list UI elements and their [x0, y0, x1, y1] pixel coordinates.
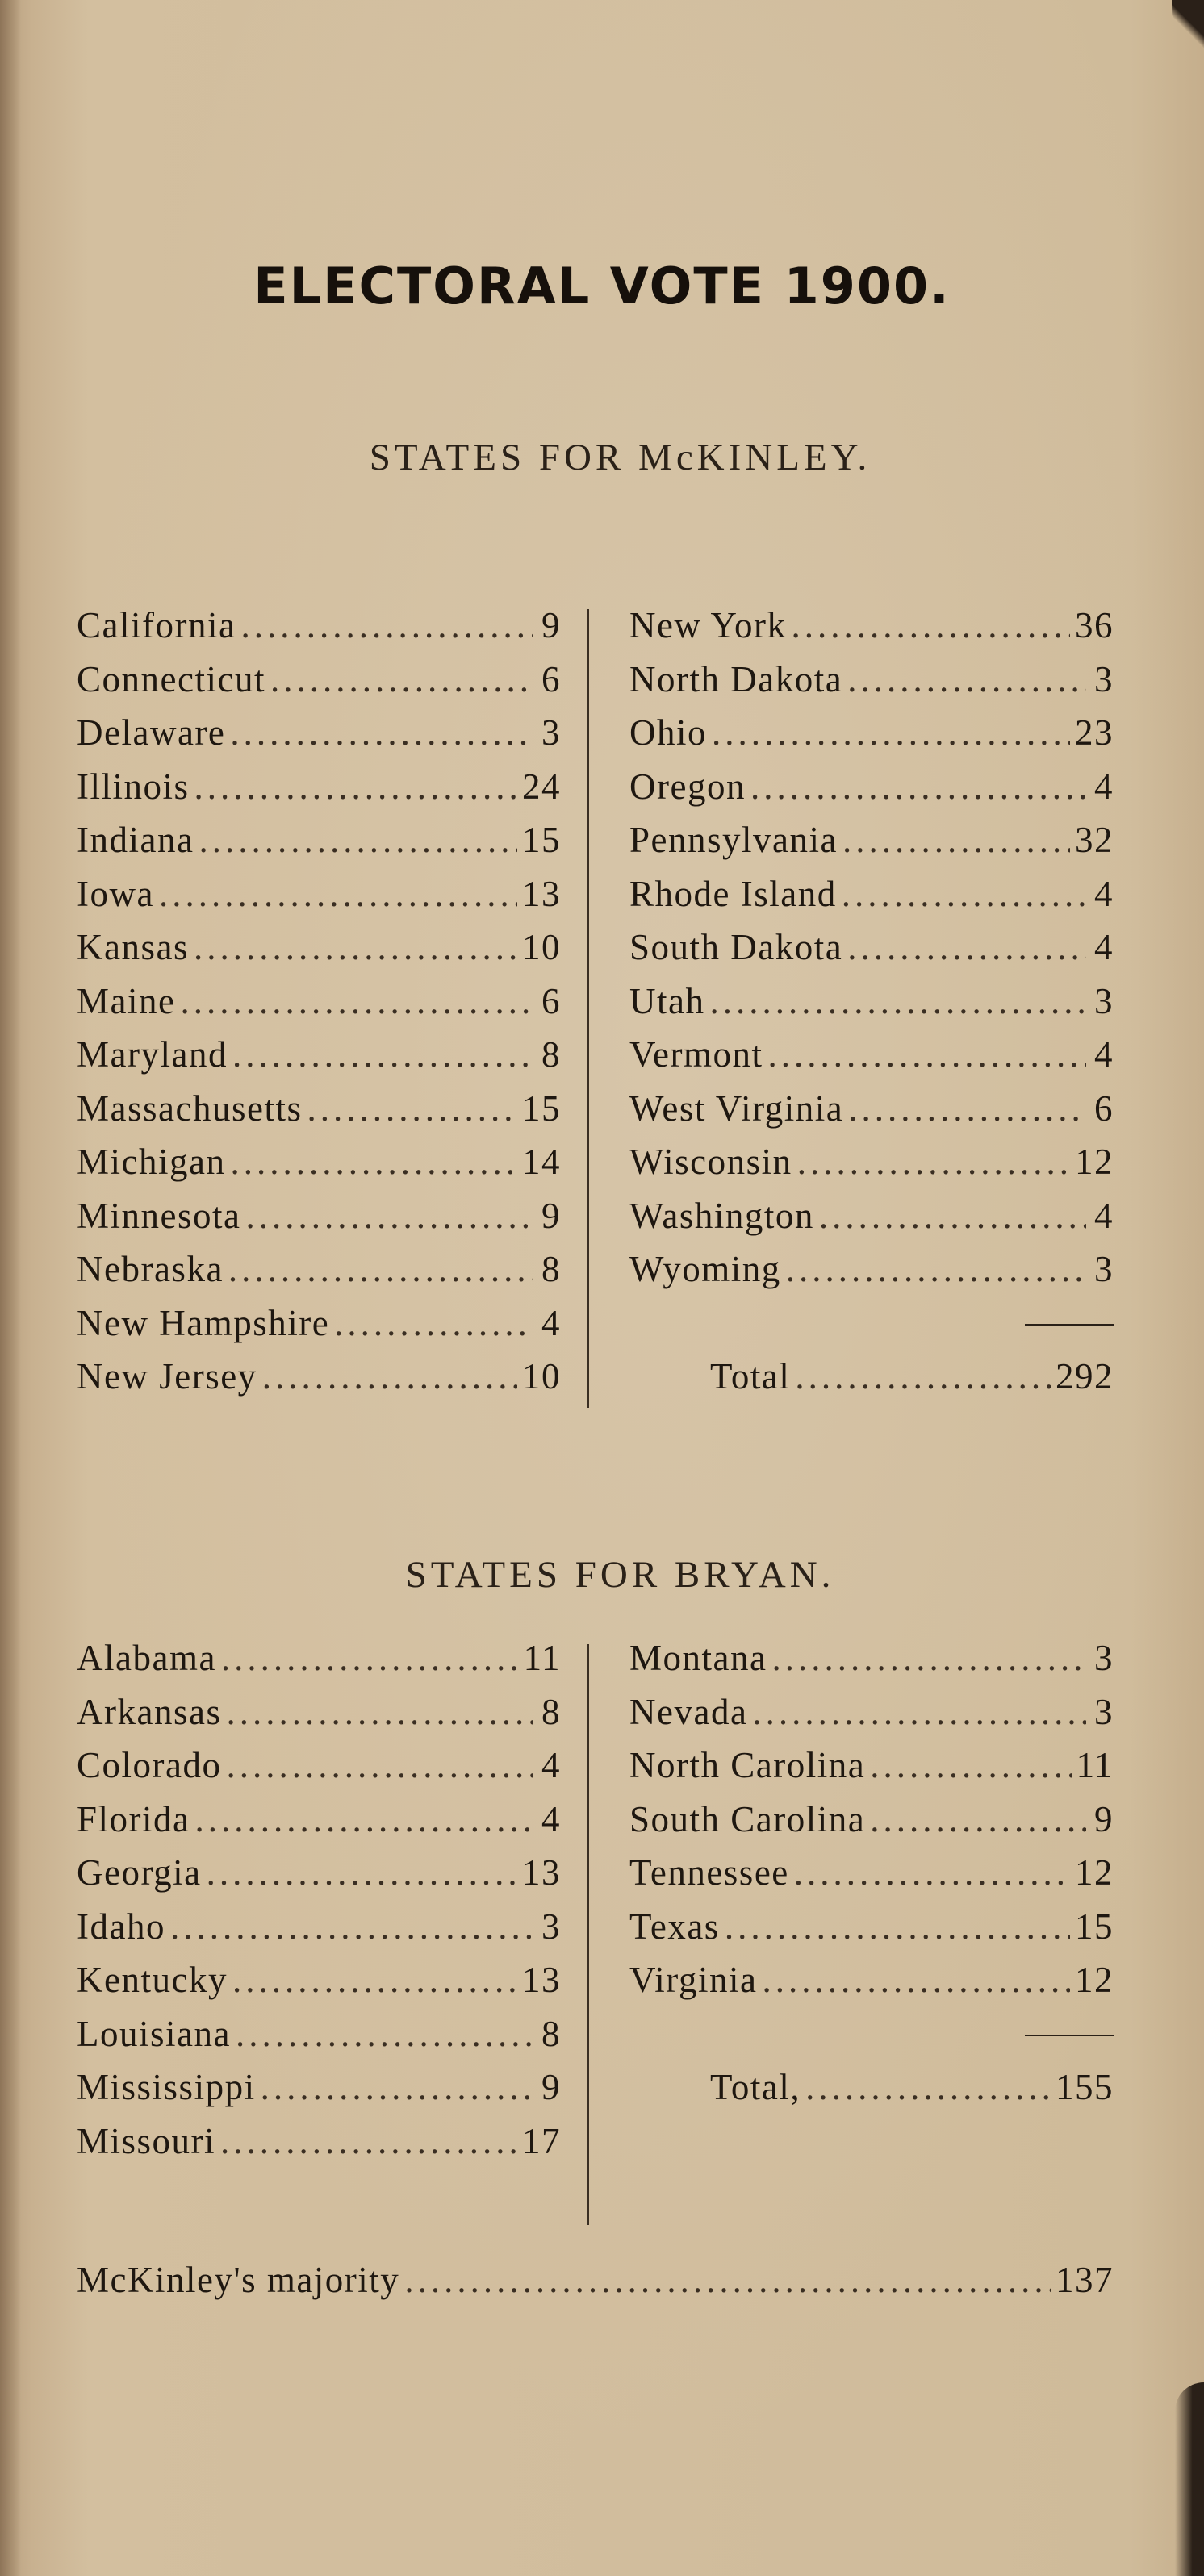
electoral-votes: 4	[1094, 766, 1114, 807]
electoral-votes: 4	[541, 1745, 561, 1785]
leader-dots	[307, 1082, 517, 1136]
leader-dots	[797, 1135, 1070, 1189]
leader-dots	[762, 1953, 1070, 2007]
leader-dots	[767, 1028, 1086, 1082]
state-row	[77, 1135, 561, 1189]
column-divider	[587, 1644, 589, 2225]
leader-dots	[771, 1631, 1086, 1685]
leader-dots	[226, 1685, 533, 1739]
state-row	[77, 1189, 561, 1243]
state-name: New Hampshire	[77, 1302, 330, 1343]
bryan-states-left	[77, 1631, 561, 2168]
state-name: Kentucky	[77, 1960, 228, 2000]
state-name: Mississippi	[77, 2067, 256, 2107]
electoral-votes: 3	[1094, 1638, 1114, 1678]
state-name: Washington	[629, 1195, 814, 1236]
state-name: Rhode Island	[629, 873, 837, 914]
electoral-votes: 3	[1094, 1249, 1114, 1289]
state-row	[629, 1028, 1114, 1082]
leader-dots	[232, 1028, 533, 1082]
state-name: Wisconsin	[629, 1142, 792, 1182]
state-name: Virginia	[629, 1960, 758, 2000]
state-name: North Dakota	[629, 658, 843, 699]
mckinley-total-row	[629, 1350, 1114, 1404]
state-name: South Dakota	[629, 927, 843, 967]
electoral-votes: 4	[541, 1302, 561, 1343]
state-name: Indiana	[77, 820, 194, 860]
state-name: Minnesota	[77, 1195, 241, 1236]
leader-dots	[159, 867, 517, 921]
electoral-votes: 13	[522, 873, 561, 914]
mckinley-heading: STATES FOR McKINLEY.	[369, 436, 872, 478]
leader-dots	[847, 921, 1086, 975]
electoral-votes: 6	[541, 980, 561, 1021]
leader-dots	[870, 1739, 1071, 1793]
page-corner-bottom	[1175, 2382, 1204, 2576]
state-row	[629, 1846, 1114, 1900]
majority-label: McKinley's majority	[77, 2260, 400, 2300]
state-name: Michigan	[77, 1142, 226, 1182]
state-row	[629, 1189, 1114, 1243]
state-name: Wyoming	[629, 1249, 781, 1289]
leader-dots	[236, 2007, 533, 2061]
state-row	[77, 1350, 561, 1404]
state-row	[629, 1631, 1114, 1685]
state-row	[77, 1082, 561, 1136]
electoral-votes: 4	[1094, 873, 1114, 914]
leader-dots	[712, 706, 1070, 760]
leader-dots	[220, 2115, 517, 2169]
electoral-votes: 12	[1075, 1960, 1114, 2000]
state-row	[629, 1135, 1114, 1189]
state-row	[629, 921, 1114, 975]
page-title: ELECTORAL VOTE 1900.	[253, 257, 951, 315]
state-row	[629, 1900, 1114, 1954]
state-row	[77, 1296, 561, 1351]
state-name: Arkansas	[77, 1691, 222, 1732]
state-row	[77, 867, 561, 921]
leader-dots	[245, 1189, 533, 1243]
leader-dots	[230, 1135, 517, 1189]
electoral-votes: 13	[522, 1852, 561, 1893]
electoral-votes: 23	[1075, 712, 1114, 753]
state-name: Iowa	[77, 873, 154, 914]
electoral-votes: 24	[522, 766, 561, 807]
state-name: Missouri	[77, 2120, 216, 2161]
leader-dots	[752, 1685, 1086, 1739]
leader-dots	[226, 1739, 533, 1793]
leader-dots	[261, 2060, 533, 2115]
page-corner-top	[1172, 0, 1204, 48]
electoral-votes: 9	[541, 1195, 561, 1236]
state-name: Ohio	[629, 712, 707, 753]
state-row	[629, 975, 1114, 1029]
state-row	[77, 2115, 561, 2169]
state-name: Maine	[77, 980, 176, 1021]
state-row	[629, 653, 1114, 707]
bryan-total-row	[629, 2060, 1114, 2115]
state-row	[77, 2007, 561, 2061]
state-row	[629, 599, 1114, 653]
electoral-votes: 8	[541, 1249, 561, 1289]
electoral-votes: 15	[522, 1088, 561, 1129]
leader-dots	[848, 1082, 1086, 1136]
state-row	[629, 706, 1114, 760]
leader-dots	[199, 813, 517, 867]
state-name: Louisiana	[77, 2013, 231, 2054]
state-name: New York	[629, 605, 787, 645]
electoral-votes: 11	[523, 1638, 561, 1678]
state-name: Alabama	[77, 1638, 216, 1678]
state-name: Connecticut	[77, 658, 265, 699]
leader-dots	[404, 2259, 1051, 2301]
state-row	[629, 1953, 1114, 2007]
leader-dots	[786, 1242, 1086, 1296]
leader-dots	[232, 1953, 517, 2007]
state-name: Massachusetts	[77, 1088, 303, 1129]
electoral-votes: 3	[541, 712, 561, 753]
state-name: Illinois	[77, 766, 190, 807]
bryan-states-right-container	[629, 1631, 1114, 2115]
state-name: Pennsylvania	[629, 820, 838, 860]
state-row	[629, 813, 1114, 867]
total-label: Total,	[710, 2067, 801, 2107]
state-row	[77, 1953, 561, 2007]
leader-dots	[270, 653, 533, 707]
leader-dots	[819, 1189, 1086, 1243]
electoral-votes: 8	[541, 1034, 561, 1075]
state-name: Vermont	[629, 1034, 763, 1075]
majority-row	[77, 2259, 1114, 2313]
state-name: Montana	[629, 1638, 767, 1678]
state-row	[77, 1739, 561, 1793]
state-row	[77, 921, 561, 975]
leader-dots	[792, 599, 1070, 653]
state-name: Florida	[77, 1798, 190, 1839]
electoral-votes: 4	[1094, 1195, 1114, 1236]
state-row	[629, 1793, 1114, 1847]
state-row	[629, 1242, 1114, 1296]
leader-dots	[221, 1631, 519, 1685]
electoral-votes: 12	[1075, 1142, 1114, 1182]
electoral-votes: 14	[522, 1142, 561, 1182]
electoral-votes: 4	[1094, 1034, 1114, 1075]
electoral-votes: 32	[1075, 820, 1114, 860]
leader-dots	[170, 1900, 533, 1954]
state-row	[629, 760, 1114, 814]
state-name: Idaho	[77, 1906, 165, 1947]
leader-dots	[262, 1350, 517, 1404]
electoral-votes: 6	[1094, 1088, 1114, 1129]
book-spine-shadow	[0, 0, 21, 2576]
state-name: Nebraska	[77, 1249, 224, 1289]
total-rule	[629, 1296, 1114, 1351]
electoral-votes: 13	[522, 1960, 561, 2000]
majority-value: 137	[1056, 2260, 1114, 2300]
electoral-votes: 4	[541, 1798, 561, 1839]
leader-dots	[870, 1793, 1086, 1847]
leader-dots	[194, 921, 517, 975]
leader-dots	[228, 1242, 533, 1296]
electoral-votes: 15	[522, 820, 561, 860]
state-row	[77, 1846, 561, 1900]
state-row	[77, 706, 561, 760]
electoral-votes: 8	[541, 1691, 561, 1732]
state-row	[77, 1793, 561, 1847]
state-name: Utah	[629, 980, 705, 1021]
state-row	[77, 2060, 561, 2115]
state-row	[77, 813, 561, 867]
state-row	[629, 1739, 1114, 1793]
electoral-votes: 8	[541, 2013, 561, 2054]
electoral-votes: 10	[522, 927, 561, 967]
leader-dots	[805, 2060, 1051, 2115]
state-row	[629, 1082, 1114, 1136]
state-name: Texas	[629, 1906, 720, 1947]
state-row	[77, 599, 561, 653]
electoral-votes: 11	[1076, 1745, 1114, 1785]
leader-dots	[195, 1793, 534, 1847]
electoral-votes: 9	[541, 2067, 561, 2107]
state-name: Delaware	[77, 712, 226, 753]
electoral-votes: 15	[1075, 1906, 1114, 1947]
electoral-votes: 10	[522, 1356, 561, 1397]
total-value: 155	[1056, 2067, 1114, 2107]
mckinley-states-right-container	[629, 599, 1114, 1404]
state-row	[77, 1900, 561, 1954]
state-name: Nevada	[629, 1691, 748, 1732]
state-name: Colorado	[77, 1745, 222, 1785]
state-name: Maryland	[77, 1034, 228, 1075]
leader-dots	[847, 653, 1086, 707]
state-row	[629, 1685, 1114, 1739]
electoral-votes: 17	[522, 2120, 561, 2161]
electoral-votes: 9	[1094, 1798, 1114, 1839]
electoral-votes: 3	[1094, 1691, 1114, 1732]
state-name: Georgia	[77, 1852, 202, 1893]
electoral-votes: 3	[541, 1906, 561, 1947]
state-name: Oregon	[629, 766, 746, 807]
leader-dots	[842, 813, 1070, 867]
leader-dots	[709, 975, 1086, 1029]
state-row	[77, 975, 561, 1029]
electoral-votes: 9	[541, 605, 561, 645]
leader-dots	[194, 760, 517, 814]
leader-dots	[240, 599, 533, 653]
state-name: Tennessee	[629, 1852, 789, 1893]
electoral-votes: 36	[1075, 605, 1114, 645]
electoral-votes: 3	[1094, 658, 1114, 699]
state-row	[77, 760, 561, 814]
leader-dots	[842, 867, 1086, 921]
state-row	[77, 1242, 561, 1296]
total-value: 292	[1056, 1356, 1114, 1397]
leader-dots	[795, 1350, 1051, 1404]
state-name: South Carolina	[629, 1798, 866, 1839]
mckinley-states-left	[77, 599, 561, 1404]
leader-dots	[230, 706, 533, 760]
electoral-votes: 6	[541, 658, 561, 699]
electoral-votes: 12	[1075, 1852, 1114, 1893]
bryan-heading: STATES FOR BRYAN.	[405, 1554, 835, 1596]
state-row	[77, 1028, 561, 1082]
leader-dots	[725, 1900, 1070, 1954]
state-name: Kansas	[77, 927, 189, 967]
mckinley-states-right	[629, 599, 1114, 1296]
total-rule	[629, 2007, 1114, 2061]
leader-dots	[207, 1846, 517, 1900]
state-row	[629, 867, 1114, 921]
state-name: North Carolina	[629, 1745, 866, 1785]
state-name: New Jersey	[77, 1356, 257, 1397]
state-name: West Virginia	[629, 1088, 844, 1129]
leader-dots	[180, 975, 533, 1029]
electoral-votes: 4	[1094, 927, 1114, 967]
electoral-votes: 3	[1094, 980, 1114, 1021]
leader-dots	[750, 760, 1086, 814]
state-name: California	[77, 605, 236, 645]
bryan-states-right	[629, 1631, 1114, 2007]
state-row	[77, 653, 561, 707]
total-label: Total	[710, 1356, 791, 1397]
state-row	[77, 1685, 561, 1739]
state-row	[77, 1631, 561, 1685]
leader-dots	[334, 1296, 533, 1351]
column-divider	[587, 609, 589, 1408]
leader-dots	[794, 1846, 1070, 1900]
